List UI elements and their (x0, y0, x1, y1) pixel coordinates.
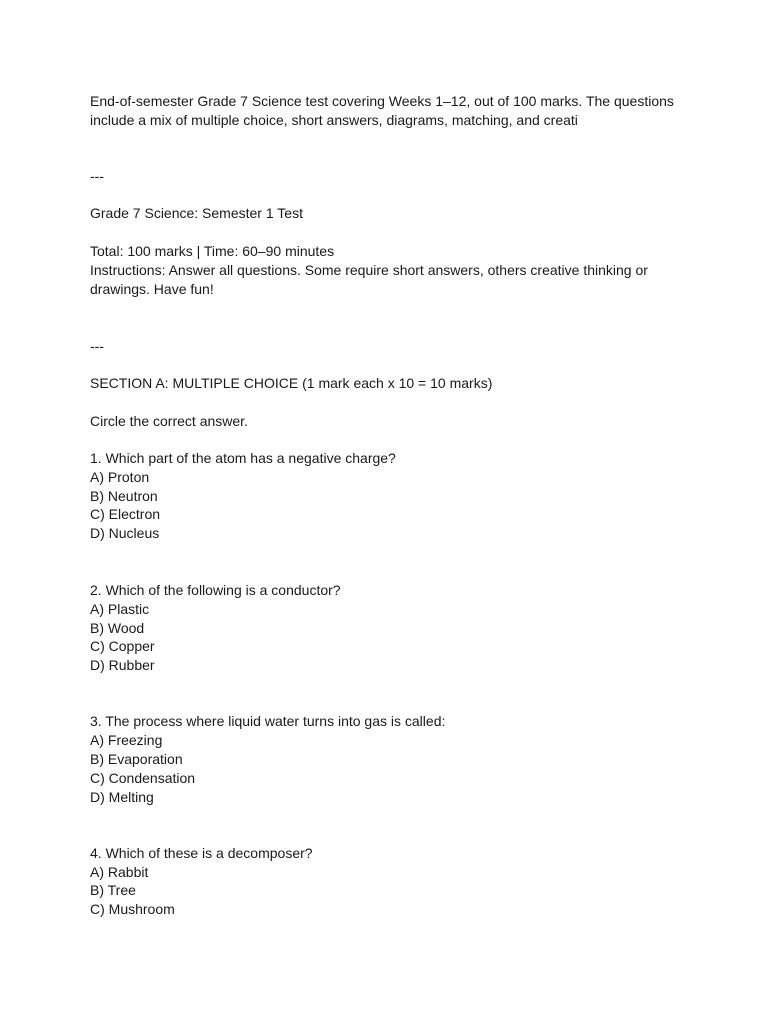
question-2-option-c: C) Copper (90, 638, 155, 654)
document-page (90, 0, 680, 1024)
question-1-option-b: B) Neutron (90, 488, 158, 504)
separator-2: --- (90, 338, 104, 354)
question-4-option-b: B) Tree (90, 882, 136, 898)
question-2-option-b: B) Wood (90, 620, 145, 636)
question-3-option-b: B) Evaporation (90, 751, 183, 767)
question-3-option-c: C) Condensation (90, 770, 196, 786)
question-3-option-d: D) Melting (90, 789, 154, 805)
question-1-option-c: C) Electron (90, 506, 161, 522)
separator-1: --- (90, 168, 104, 184)
question-1-option-a: A) Proton (90, 469, 150, 485)
question-3-option-a: A) Freezing (90, 732, 163, 748)
section-a-heading: SECTION A: MULTIPLE CHOICE (1 mark each x 10 = 10 marks) (90, 375, 493, 391)
question-4: 4. Which of these is a decomposer? (90, 845, 313, 861)
question-1-option-d: D) Nucleus (90, 525, 160, 541)
question-4-option-a: A) Rabbit (90, 864, 149, 880)
question-1: 1. Which part of the atom has a negative charge? (90, 450, 396, 466)
total-line: Total: 100 marks | Time: 60–90 minutes (90, 243, 335, 259)
question-2: 2. Which of the following is a conductor? (90, 582, 341, 598)
question-3: 3. The process where liquid water turns into gas is called: (90, 713, 446, 729)
instructions: Instructions: Answer all questions. Some require short answers, others creative thinking or drawings. Have fun! (90, 262, 648, 297)
section-a-direction: Circle the correct answer. (90, 413, 248, 429)
test-title: Grade 7 Science: Semester 1 Test (90, 205, 303, 221)
question-2-option-d: D) Rubber (90, 657, 155, 673)
intro-paragraph: End-of-semester Grade 7 Science test covering Weeks 1–12, out of 100 marks. The questions include a mix of multiple choice, short answers, diagrams, matching, and creati (90, 93, 674, 128)
question-4-option-c: C) Mushroom (90, 901, 175, 917)
question-2-option-a: A) Plastic (90, 601, 150, 617)
